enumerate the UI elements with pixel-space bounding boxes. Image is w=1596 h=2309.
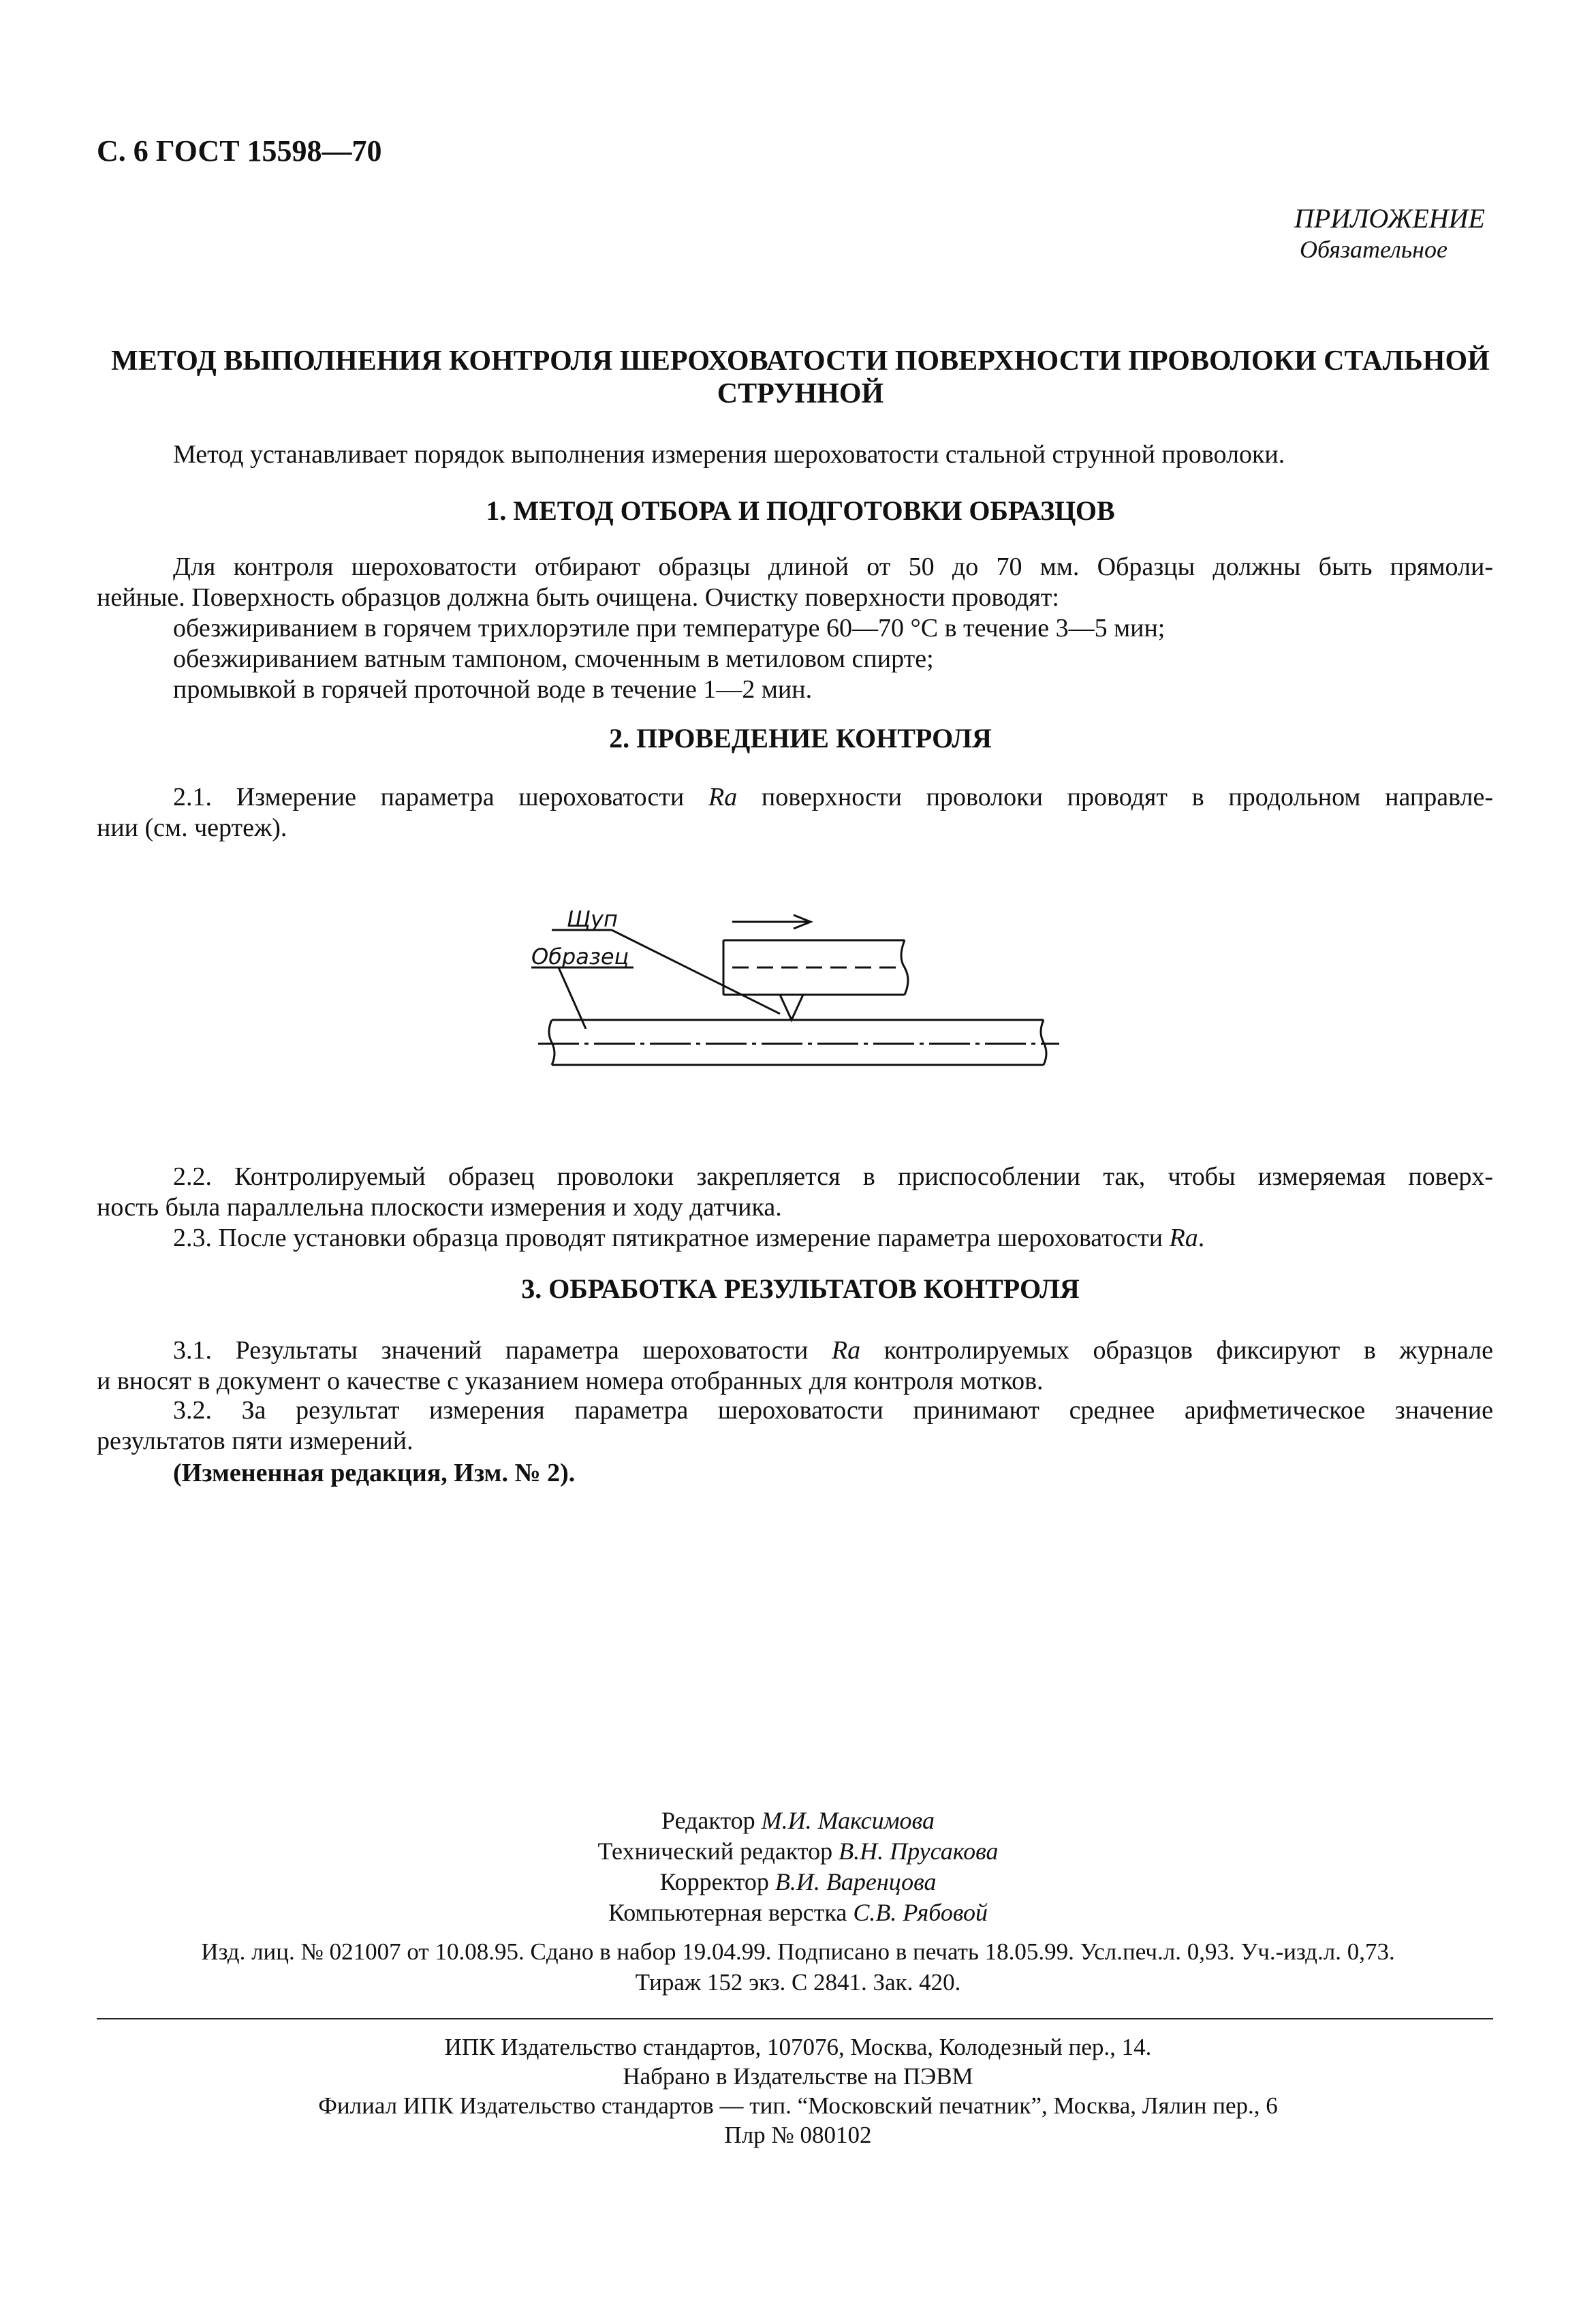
section-1-line-1: Для контроля шероховатости отбирают образцы длиной от 50 до 70 мм. Образцы должны быть прямоли-	[173, 553, 1493, 581]
credit-editor: Редактор М.И. Максимова	[661, 1807, 935, 1834]
section-2-heading: 2. ПРОВЕДЕНИЕ КОНТРОЛЯ	[609, 723, 992, 754]
imprint-line-1: Изд. лиц. № 021007 от 10.08.95. Сдано в набор 19.04.99. Подписано в печать 18.05.99. Усл.печ.л. 0,93. Уч.-изд.л. 0,73.	[201, 1938, 1395, 1965]
sample-right-break	[1041, 1020, 1046, 1065]
section-3-heading: 3. ОБРАБОТКА РЕЗУЛЬТАТОВ КОНТРОЛЯ	[521, 1273, 1080, 1304]
para-3-1-line-2: и вносят в документ о качестве с указанием номера отобранных для контроля мотков.	[97, 1367, 1044, 1395]
credit-technical-editor: Технический редактор В.Н. Прусакова	[597, 1838, 999, 1865]
para-2-1-line-1: 2.1. Измерение параметра шероховатости Ra поверхности проволоки проводят в продольном направле-	[173, 783, 1493, 811]
para-2-2-line-1: 2.2. Контролируемый образец проволоки закрепляется в приспособлении так, чтобы измеряемая поверх-	[173, 1162, 1493, 1191]
cleaning-item-1: обезжириванием в горячем трихлорэтиле при температуре 60—70 °С в течение 3—5 мин;	[173, 614, 1165, 642]
title-line-2: СТРУННОЙ	[717, 378, 884, 409]
footer-divider	[97, 2018, 1493, 2019]
credit-corrector: Корректор В.И. Варенцова	[659, 1868, 937, 1895]
amendment-note: (Измененная редакция, Изм. № 2).	[173, 1459, 576, 1487]
cleaning-item-3: промывкой в горячей проточной воде в течение 1—2 мин.	[173, 675, 813, 704]
document-title	[102, 345, 1499, 410]
sample-label: Образец	[531, 944, 629, 970]
para-2-3: 2.3. После установки образца проводят пятикратное измерение параметра шероховатости Ra.	[173, 1224, 1205, 1252]
appendix-status: Обязательное	[1300, 236, 1448, 263]
para-2-2-line-2: ность была параллельна плоскости измерения и ходу датчика.	[97, 1193, 782, 1222]
appendix-label: ПРИЛОЖЕНИЕ	[1294, 203, 1485, 234]
para-2-1-line-2: нии (см. чертеж).	[97, 813, 287, 842]
para-3-1-line-1: 3.1. Результаты значений параметра шероховатости Ra контролируемых образцов фиксируют в журнале	[173, 1336, 1493, 1365]
para-3-2-line-1: 3.2. За результат измерения параметра шероховатости принимают среднее арифметическое значение	[173, 1396, 1493, 1425]
publisher-line-4: Плр № 080102	[724, 2122, 872, 2148]
cleaning-item-2: обезжириванием ватным тампоном, смоченным в метиловом спирте;	[173, 645, 934, 673]
probe-leader-line	[612, 930, 780, 1014]
sample-left-break	[549, 1020, 554, 1065]
publisher-line-2: Набрано в Издательстве на ПЭВМ	[623, 2063, 973, 2090]
probe-label: Щуп	[567, 906, 618, 932]
probe-tip	[780, 995, 803, 1020]
page-header: С. 6 ГОСТ 15598—70	[97, 134, 382, 168]
intro-paragraph: Метод устанавливает порядок выполнения измерения шероховатости стальной струнной проволоки.	[173, 440, 1285, 469]
section-1-line-2: нейные. Поверхность образцов должна быть очищена. Очистку поверхности проводят:	[97, 583, 1059, 612]
probe-body-break	[901, 940, 908, 995]
para-3-2-line-2: результатов пяти измерений.	[97, 1427, 413, 1455]
section-1-heading: 1. МЕТОД ОТБОРА И ПОДГОТОВКИ ОБРАЗЦОВ	[486, 495, 1115, 526]
publisher-line-3: Филиал ИПК Издательство стандартов — тип. “Московский печатник”, Москва, Лялин пер., 6	[318, 2092, 1278, 2119]
imprint-line-2: Тираж 152 экз. С 2841. Зак. 420.	[635, 1969, 961, 1996]
credit-layout: Компьютерная верстка С.В. Рябовой	[608, 1899, 988, 1926]
publisher-line-1: ИПК Издательство стандартов, 107076, Москва, Колодезный пер., 14.	[444, 2034, 1152, 2060]
probe-sample-figure	[531, 899, 1076, 1104]
editorial-credits	[0, 1806, 1596, 1928]
title-line-1: МЕТОД ВЫПОЛНЕНИЯ КОНТРОЛЯ ШЕРОХОВАТОСТИ ПОВЕРХНОСТИ ПРОВОЛОКИ СТАЛЬНОЙ	[111, 345, 1490, 377]
